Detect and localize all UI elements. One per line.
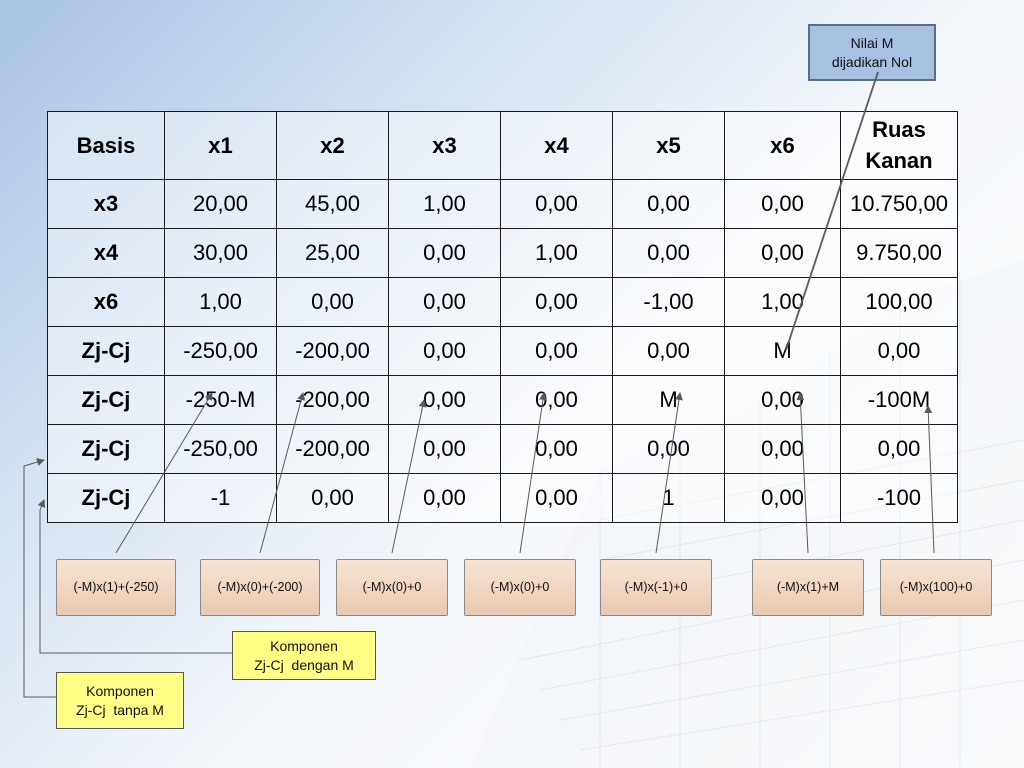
formula-box-ruas-kanan: (-M)x(100)+0 — [880, 559, 992, 616]
table-cell: 10.750,00 — [841, 180, 958, 229]
header-x4: x4 — [501, 112, 613, 180]
table-cell: 0,00 — [725, 180, 841, 229]
table-cell: 45,00 — [277, 180, 389, 229]
table-row — [48, 278, 958, 327]
table-cell: Zj-Cj — [48, 327, 165, 376]
table-cell: 100,00 — [841, 278, 958, 327]
table-cell: 0,00 — [389, 376, 501, 425]
note-komponen-tanpa-m — [56, 672, 184, 729]
table-row — [48, 376, 958, 425]
table-cell: Zj-Cj — [48, 376, 165, 425]
table-cell: 0,00 — [389, 425, 501, 474]
table-cell: -1,00 — [613, 278, 725, 327]
table-cell: Zj-Cj — [48, 425, 165, 474]
table-cell: 0,00 — [501, 180, 613, 229]
table-cell: x3 — [48, 180, 165, 229]
header-basis: Basis — [48, 112, 165, 180]
table-row — [48, 180, 958, 229]
note-nilai-m-dijadikan-nol — [808, 24, 936, 81]
header-x2: x2 — [277, 112, 389, 180]
note-line: Zj-Cj dengan M — [254, 656, 354, 673]
note-line: dijadikan Nol — [831, 53, 913, 70]
table-row — [48, 425, 958, 474]
table-cell: -200,00 — [277, 376, 389, 425]
table-cell: x4 — [48, 229, 165, 278]
table-cell: 0,00 — [389, 229, 501, 278]
table-cell: -100 — [841, 474, 958, 523]
note-line: Zj-Cj tanpa M — [76, 701, 164, 718]
table-cell: 30,00 — [165, 229, 277, 278]
table-cell: 0,00 — [501, 376, 613, 425]
formula-box-x1: (-M)x(1)+(-250) — [56, 559, 176, 616]
formula-box-x3: (-M)x(0)+0 — [336, 559, 448, 616]
header-x1: x1 — [165, 112, 277, 180]
formula-box-x4: (-M)x(0)+0 — [464, 559, 576, 616]
table-row — [48, 327, 958, 376]
note-line: Komponen — [86, 682, 154, 699]
table-cell: 0,00 — [841, 425, 958, 474]
note-komponen-dengan-m — [232, 631, 376, 680]
table-cell: 9.750,00 — [841, 229, 958, 278]
table-cell: 1,00 — [501, 229, 613, 278]
table-cell: 0,00 — [725, 474, 841, 523]
table-row — [48, 474, 958, 523]
header-x5: x5 — [613, 112, 725, 180]
table-header-row — [48, 112, 958, 180]
table-cell: -200,00 — [277, 425, 389, 474]
table-cell: 0,00 — [613, 180, 725, 229]
simplex-tableau — [47, 111, 958, 523]
table-cell: Zj-Cj — [48, 474, 165, 523]
table-cell: 0,00 — [389, 278, 501, 327]
table-cell: 0,00 — [501, 474, 613, 523]
table-cell: 0,00 — [613, 229, 725, 278]
table-cell: 0,00 — [389, 474, 501, 523]
table-cell: 0,00 — [725, 425, 841, 474]
formula-box-x5: (-M)x(-1)+0 — [600, 559, 712, 616]
table-cell: M — [725, 327, 841, 376]
table-cell: 0,00 — [277, 474, 389, 523]
table-cell: 1,00 — [389, 180, 501, 229]
table-cell: -1 — [165, 474, 277, 523]
table-cell: M — [613, 376, 725, 425]
table-cell: 0,00 — [841, 327, 958, 376]
table-cell: 1 — [613, 474, 725, 523]
table-cell: 25,00 — [277, 229, 389, 278]
table-cell: 0,00 — [389, 327, 501, 376]
formula-box-x6: (-M)x(1)+M — [752, 559, 864, 616]
table-cell: -100M — [841, 376, 958, 425]
header-ruas-kanan: Ruas Kanan — [841, 112, 958, 180]
table-cell: 1,00 — [725, 278, 841, 327]
table-cell: -250-M — [165, 376, 277, 425]
header-x6: x6 — [725, 112, 841, 180]
table-cell: 0,00 — [725, 376, 841, 425]
table-cell: 0,00 — [725, 229, 841, 278]
table-cell: 1,00 — [165, 278, 277, 327]
table-cell: 20,00 — [165, 180, 277, 229]
table-cell: 0,00 — [613, 327, 725, 376]
table-row — [48, 229, 958, 278]
table-cell: 0,00 — [501, 327, 613, 376]
table-cell: 0,00 — [501, 278, 613, 327]
header-x3: x3 — [389, 112, 501, 180]
note-line: Komponen — [270, 637, 338, 654]
table-cell: -250,00 — [165, 327, 277, 376]
table-cell: x6 — [48, 278, 165, 327]
formula-box-x2: (-M)x(0)+(-200) — [200, 559, 320, 616]
table-cell: 0,00 — [277, 278, 389, 327]
table-cell: 0,00 — [613, 425, 725, 474]
table-cell: -200,00 — [277, 327, 389, 376]
table-cell: -250,00 — [165, 425, 277, 474]
table-cell: 0,00 — [501, 425, 613, 474]
note-line: Nilai M — [850, 34, 894, 51]
